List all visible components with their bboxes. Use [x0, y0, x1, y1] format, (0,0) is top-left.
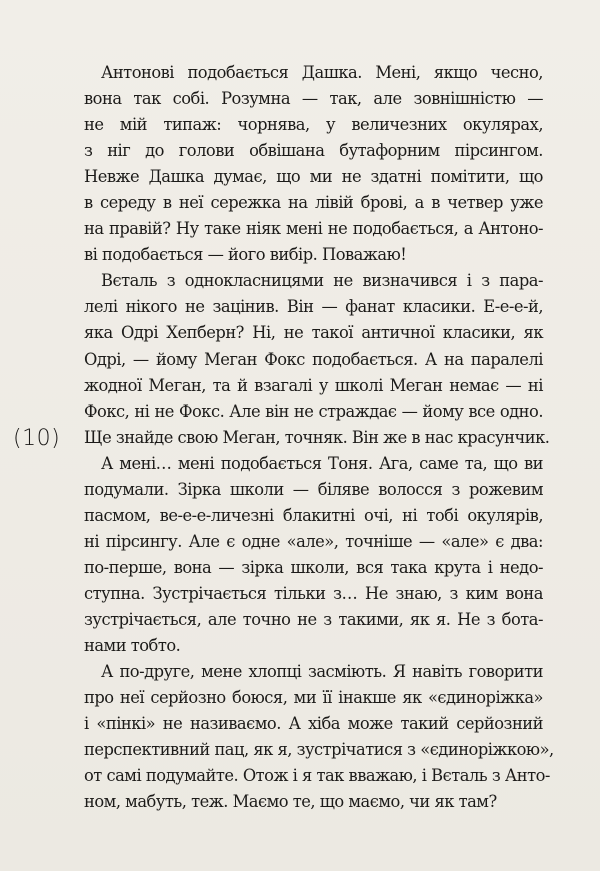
text-line: ном, мабуть, теж. Маємо те, що маємо, чи як там? [84, 792, 497, 812]
text-line: зустрічається, але точно не з такими, як я. Не з бота- [84, 609, 543, 629]
text-line: по-перше, вона — зірка школи, вся така крута і недо- [84, 557, 543, 577]
text-line: ні пірсингу. Але є одне «але», точніше — «але» є два: [84, 531, 543, 551]
text-line: нами тобто. [84, 636, 181, 656]
text-line: в середу в неї сережка на лівій брові, а в четвер уже [84, 193, 543, 213]
text-line: А по-друге, мене хлопці засміють. Я навіть говорити [101, 662, 543, 682]
text-line: ві подобається — його вибір. Поважаю! [84, 245, 407, 265]
text-line: жодної Меган, та й взагалі у школі Меган немає — ні [84, 375, 543, 395]
text-line: подумали. Зірка школи — біляве волосся з рожевим [84, 479, 543, 499]
text-line: перспективний пац, як я, зустрічатися з «єдиноріжкою», [84, 740, 554, 760]
text-line: і «пінкі» не називаємо. А хіба може такий серйозний [84, 714, 543, 734]
text-line: яка Одрі Хепберн? Ні, не такої античної класики, як [84, 323, 543, 343]
text-line: лелі нікого не зацінив. Він — фанат класики. Е-е-е-й, [84, 297, 543, 317]
text-line: вона так собі. Розумна — так, але зовнішністю — [84, 89, 543, 109]
text-line: ступна. Зустрічається тільки з… Не знаю, з ким вона [84, 583, 543, 603]
paragraph [84, 60, 543, 268]
body-text [84, 60, 554, 815]
page-number: (10) [13, 426, 61, 451]
text-line: Одрі, — йому Меган Фокс подобається. А на паралелі [84, 349, 543, 369]
text-line: Вєталь з однокласницями не визначився і з пара- [101, 271, 543, 291]
paragraph [84, 659, 554, 815]
paragraph [84, 451, 543, 659]
text-line: пасмом, ве-е-е-личезні блакитні очі, ні тобі окулярів, [84, 505, 543, 525]
paragraph [84, 268, 550, 450]
text-line: з ніг до голови обвішана бутафорним пірсингом. [84, 141, 543, 161]
text-line: не мій типаж: чорнява, у величезних окулярах, [84, 115, 543, 135]
text-line: Фокс, ні не Фокс. Але він не страждає — йому все одно. [84, 401, 543, 421]
text-line: Ще знайде свою Меган, точняк. Він же в нас красунчик. [84, 427, 550, 447]
text-line: Невже Дашка думає, що ми не здатні помітити, що [84, 167, 543, 187]
text-line: А мені… мені подобається Тоня. Ага, саме та, що ви [101, 453, 543, 473]
text-line: про неї серйозно боюся, ми її інакше як «єдиноріжка» [84, 688, 543, 708]
text-line: от самі подумайте. Отож і я так вважаю, і Вєталь з Анто- [84, 766, 550, 786]
text-line: Антонові подобається Дашка. Мені, якщо чесно, [101, 63, 543, 82]
text-line: на правій? Ну таке ніяк мені не подобається, а Антоно- [84, 219, 543, 239]
